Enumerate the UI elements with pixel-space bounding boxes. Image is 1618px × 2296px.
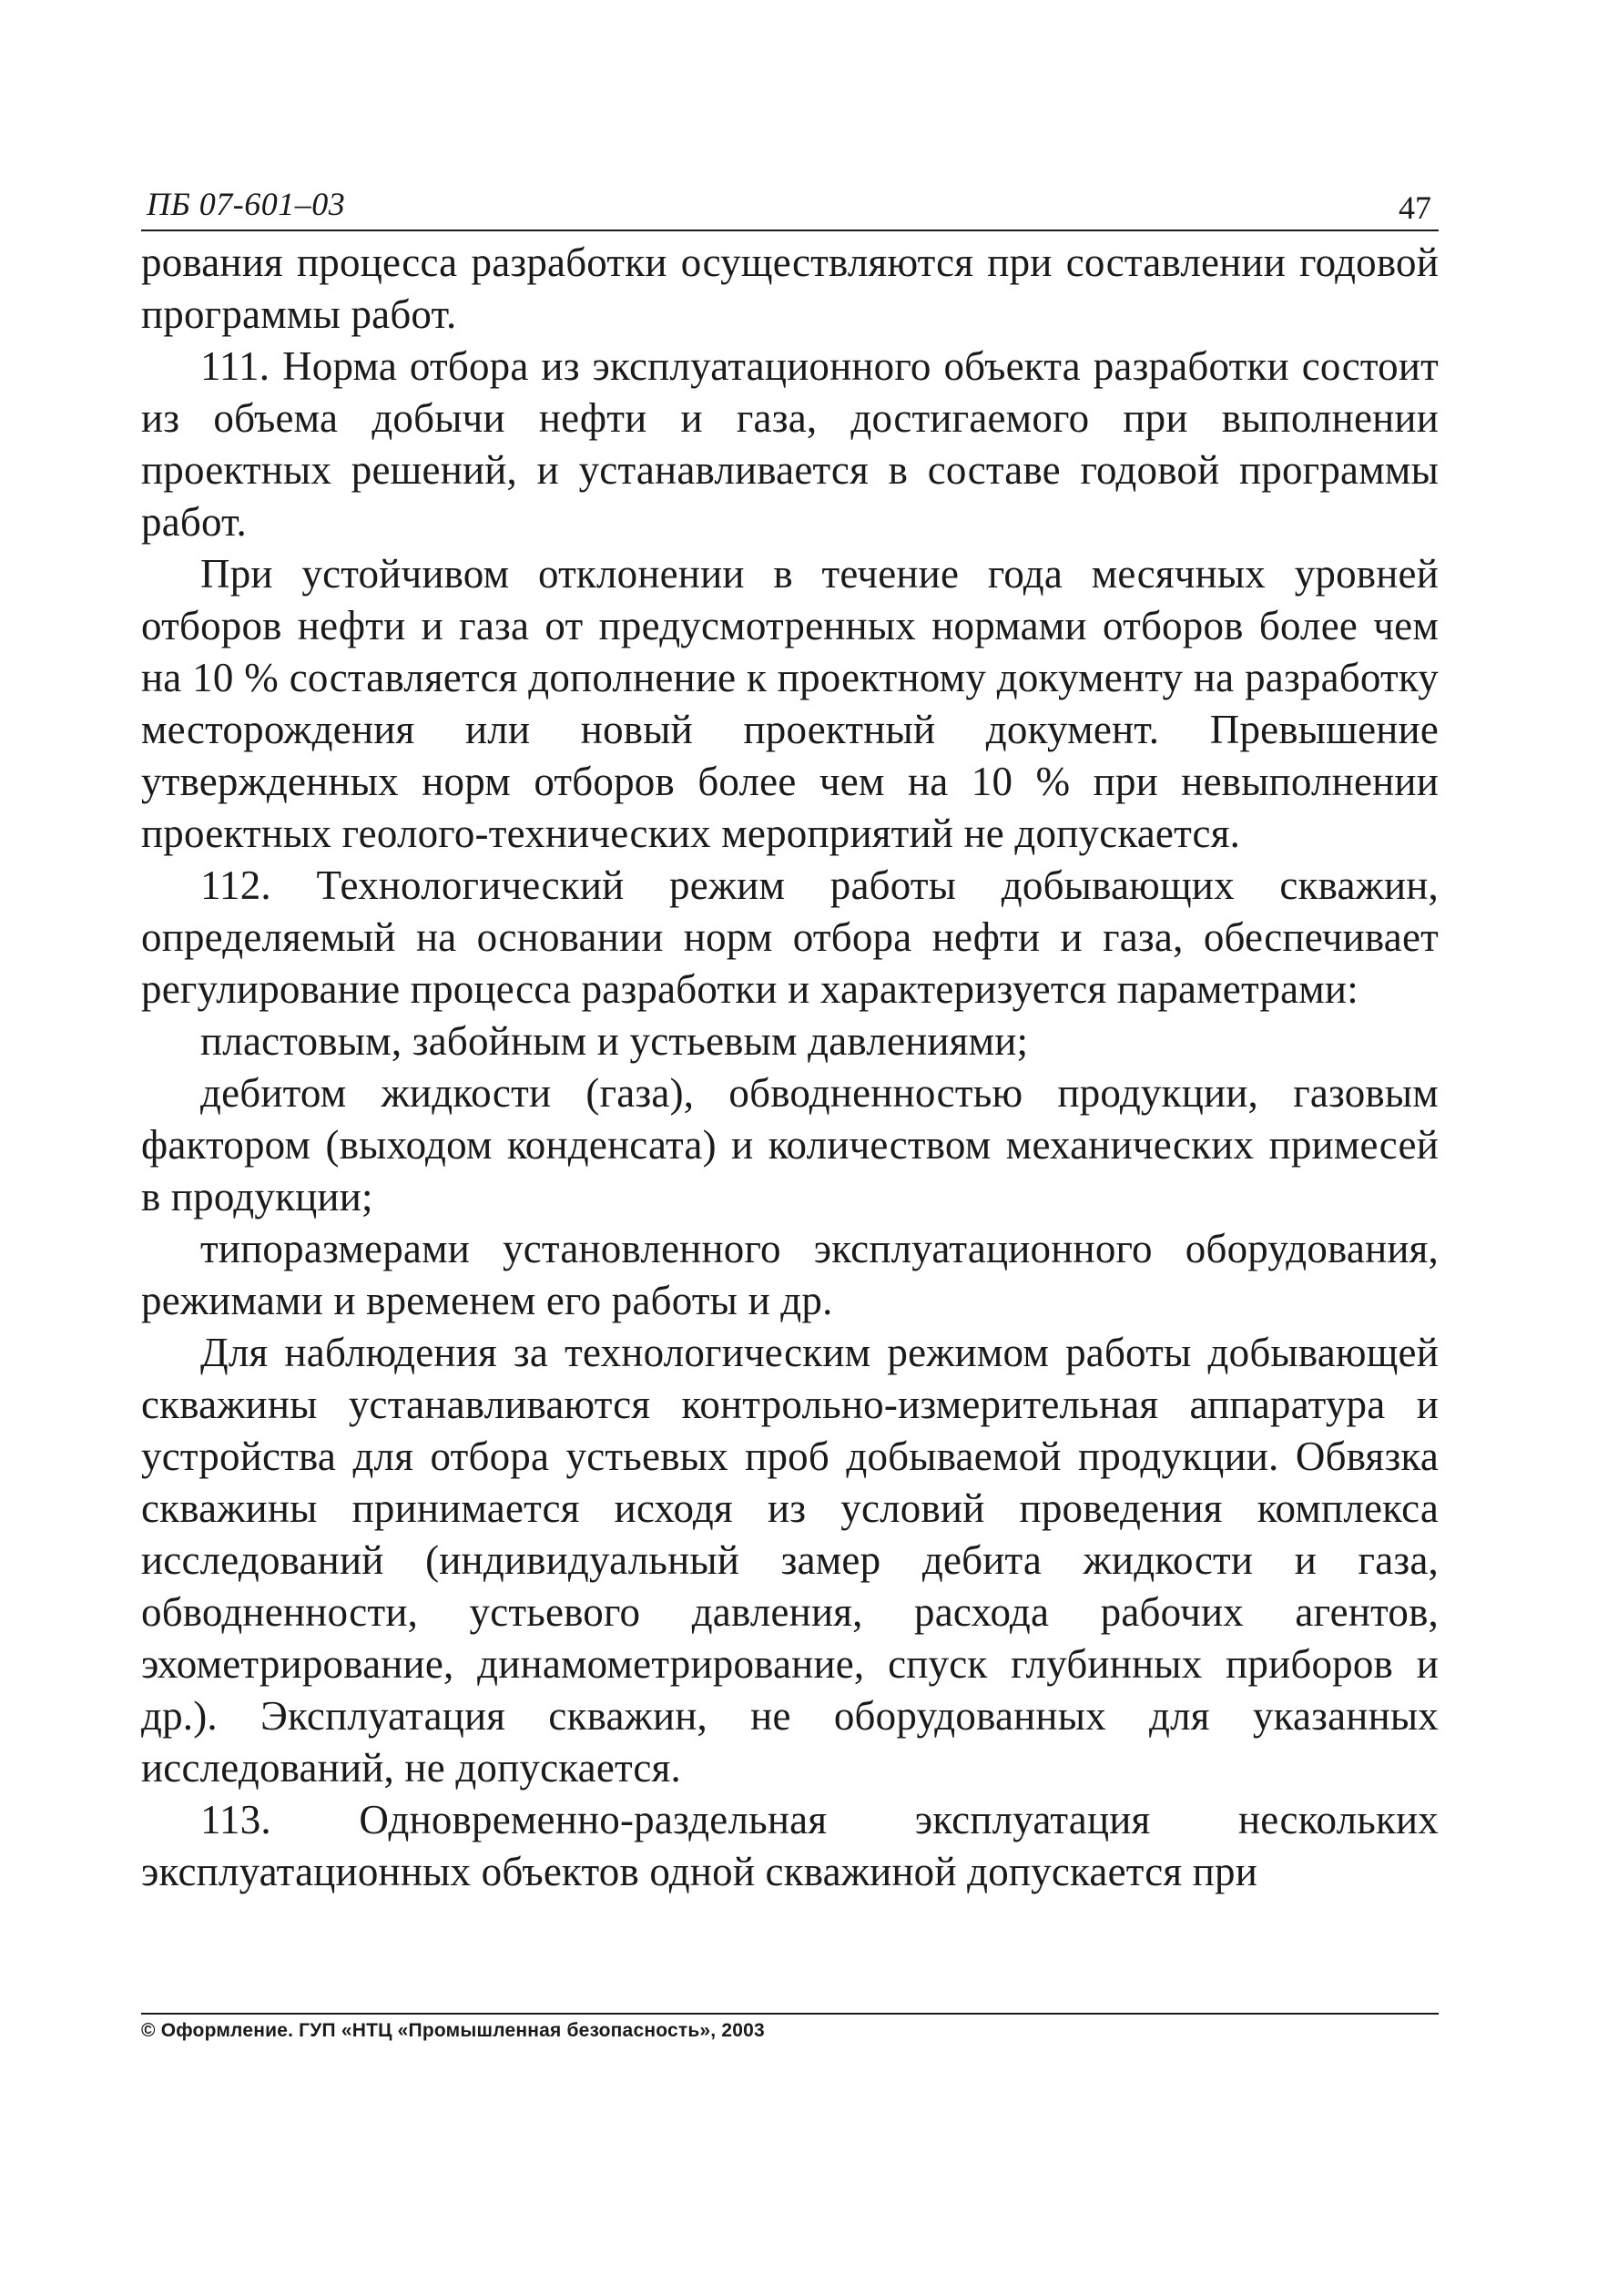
paragraph-113: 113. Одновременно-раздельная эксплуатация нескольких эксплуатационных объектов одной скважиной допускается при	[141, 1797, 1439, 1894]
paragraph-111: 111. Норма отбора из эксплуатационного объекта разработки состоит из объема добычи нефти и газа, достигаемого при выполнении проектных решений, и устанавливается в составе годовой программы работ.	[141, 343, 1439, 545]
paragraph-112: 112. Технологический режим работы добывающих скважин, определяемый на основании норм отбора нефти и газа, обеспечивает регулирование процесса разработки и характеризуется параметрами:	[141, 862, 1439, 1012]
page-number: 47	[1399, 189, 1431, 226]
document-code: ПБ 07-601–03	[147, 186, 346, 222]
paragraph-monitoring: Для наблюдения за технологическим режимом работы добывающей скважины устанавливаются контрольно-измерительная аппаратура и устройства для отбора устьевых проб добываемой продукции. Обвязка скважины принимается исходя из условий проведения комплекса исследований (индивидуальный замер дебита жидкости и газа, обводненности, устьевого давления, расхода рабочих агентов, эхометрирование, динамометрирование, спуск глубинных приборов и др.). Эксплуатация скважин, не оборудованных для указанных исследований, не допускается.	[141, 1330, 1439, 1791]
list-item-equipment: типоразмерами установленного эксплуатационного оборудования, режимами и временем его работы и др.	[141, 1226, 1439, 1323]
running-head	[141, 182, 1439, 231]
list-item-pressures: пластовым, забойным и устьевым давлениями;	[200, 1018, 1029, 1064]
page-footer	[141, 2013, 1439, 2042]
document-page	[141, 182, 1439, 1898]
body-text	[141, 237, 1439, 1898]
copyright-notice: © Оформление. ГУП «НТЦ «Промышленная безопасность», 2003	[141, 2020, 765, 2041]
paragraph-deviation: При устойчивом отклонении в течение года месячных уровней отборов нефти и газа от предусмотренных нормами отборов более чем на 10 % составляется дополнение к проектному документу на разработку месторождения или новый проектный документ. Превышение утвержденных норм отборов более чем на 10 % при невыполнении проектных геолого-технических мероприятий не допускается.	[141, 551, 1439, 856]
paragraph-continuation: рования процесса разработки осуществляются при составлении годовой программы работ.	[141, 240, 1439, 337]
list-item-flow-rate: дебитом жидкости (газа), обводненностью продукции, газовым фактором (выходом конденсата) и количеством механических примесей в продукции;	[141, 1070, 1439, 1219]
